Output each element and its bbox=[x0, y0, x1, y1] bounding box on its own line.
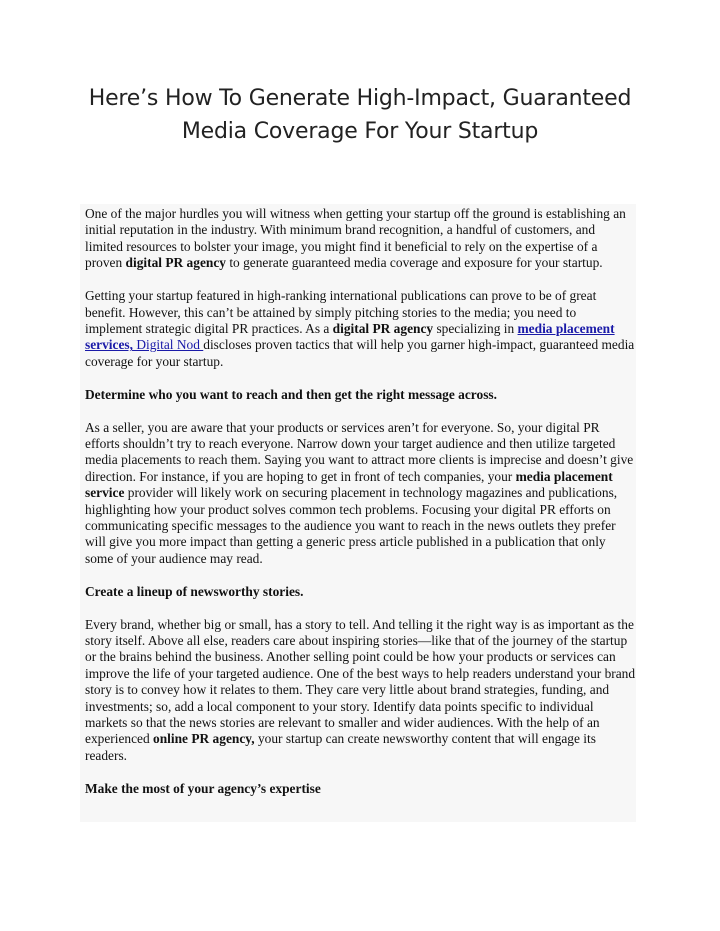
paragraph-audience bbox=[85, 420, 636, 568]
paragraph-stories bbox=[85, 617, 636, 765]
paragraph-text: Getting your startup featured in high-ranking international publications can prove to be of great benefit. However, this can’t be attained by simply pitching stories to the media; you need to implement strategic digital PR practices. As a bbox=[85, 288, 597, 336]
paragraph-text: One of the major hurdles you will witness when getting your startup off the ground is establishing an initial reputation in the industry. With minimum brand recognition, a handful of customers, and limited resources to bolster your image, you might find it beneficial to rely on the expertise of a proven bbox=[85, 206, 626, 271]
paragraph-text: your startup can create newsworthy content that will engage its readers. bbox=[85, 731, 596, 763]
section-heading-reach: Determine who you want to reach and then get the right message across. bbox=[85, 386, 497, 402]
page-title bbox=[0, 82, 720, 148]
media-placement-link[interactable]: media placement services, bbox=[85, 320, 615, 353]
bold-phrase: media placement service bbox=[85, 468, 613, 501]
digital-nod-link[interactable]: Digital Nod bbox=[132, 337, 204, 353]
paragraph-text: discloses proven tactics that will help you garner high-impact, guaranteed media coverage for your startup. bbox=[85, 337, 635, 369]
paragraph-intro bbox=[85, 206, 636, 272]
bold-phrase: digital PR agency bbox=[332, 320, 434, 336]
bold-phrase: digital PR agency bbox=[125, 255, 226, 271]
section-heading-expertise: Make the most of your agency’s expertise bbox=[85, 780, 321, 796]
paragraph-text: specializing in bbox=[433, 320, 518, 336]
paragraph-text: to generate guaranteed media coverage and exposure for your startup. bbox=[225, 255, 603, 271]
paragraph-text: Every brand, whether big or small, has a story to tell. And telling it the right way is as important as the story itself. Above all else, readers care about inspiring stories—like that of the journey of the startup or the brains behind the business. Another selling point could be how your products or services can improve the life of your targeted audience. One of the best ways to help readers understand your brand story is to convey how it relates to them. They care very little about brand strategies, funding, and investments; so, add a local component to your story. Identify data points specific to individual markets so that the news stories are relevant to smaller and wider audiences. With the help of an experienced bbox=[85, 616, 636, 747]
paragraph-text: provider will likely work on securing placement in technology magazines and publications, highlighting how your product solves common tech problems. Focusing your digital PR efforts on communicating specific messages to the audience you want to reach in the news outlets they prefer will give you more impact than getting a generic press article published in a publication that only some of your audience may read. bbox=[85, 485, 618, 566]
content-cutoff bbox=[80, 808, 636, 822]
paragraph-text: As a seller, you are aware that your products or services aren’t for everyone. So, your digital PR efforts shouldn’t try to reach everyone. Narrow down your target audience and then utilize targeted media placements to reach them. Saying you want to attract more clients is imprecise and doesn’t give direction. For instance, if you are hoping to get in front of tech companies, your bbox=[85, 419, 634, 484]
title-line-1: Here’s How To Generate High-Impact, Guaranteed bbox=[88, 86, 632, 111]
paragraph-featured bbox=[85, 288, 636, 370]
section-heading-stories: Create a lineup of newsworthy stories. bbox=[85, 583, 304, 599]
article-body bbox=[80, 204, 636, 822]
title-line-2: Media Coverage For Your Startup bbox=[181, 119, 539, 144]
bold-phrase: online PR agency, bbox=[153, 731, 255, 747]
